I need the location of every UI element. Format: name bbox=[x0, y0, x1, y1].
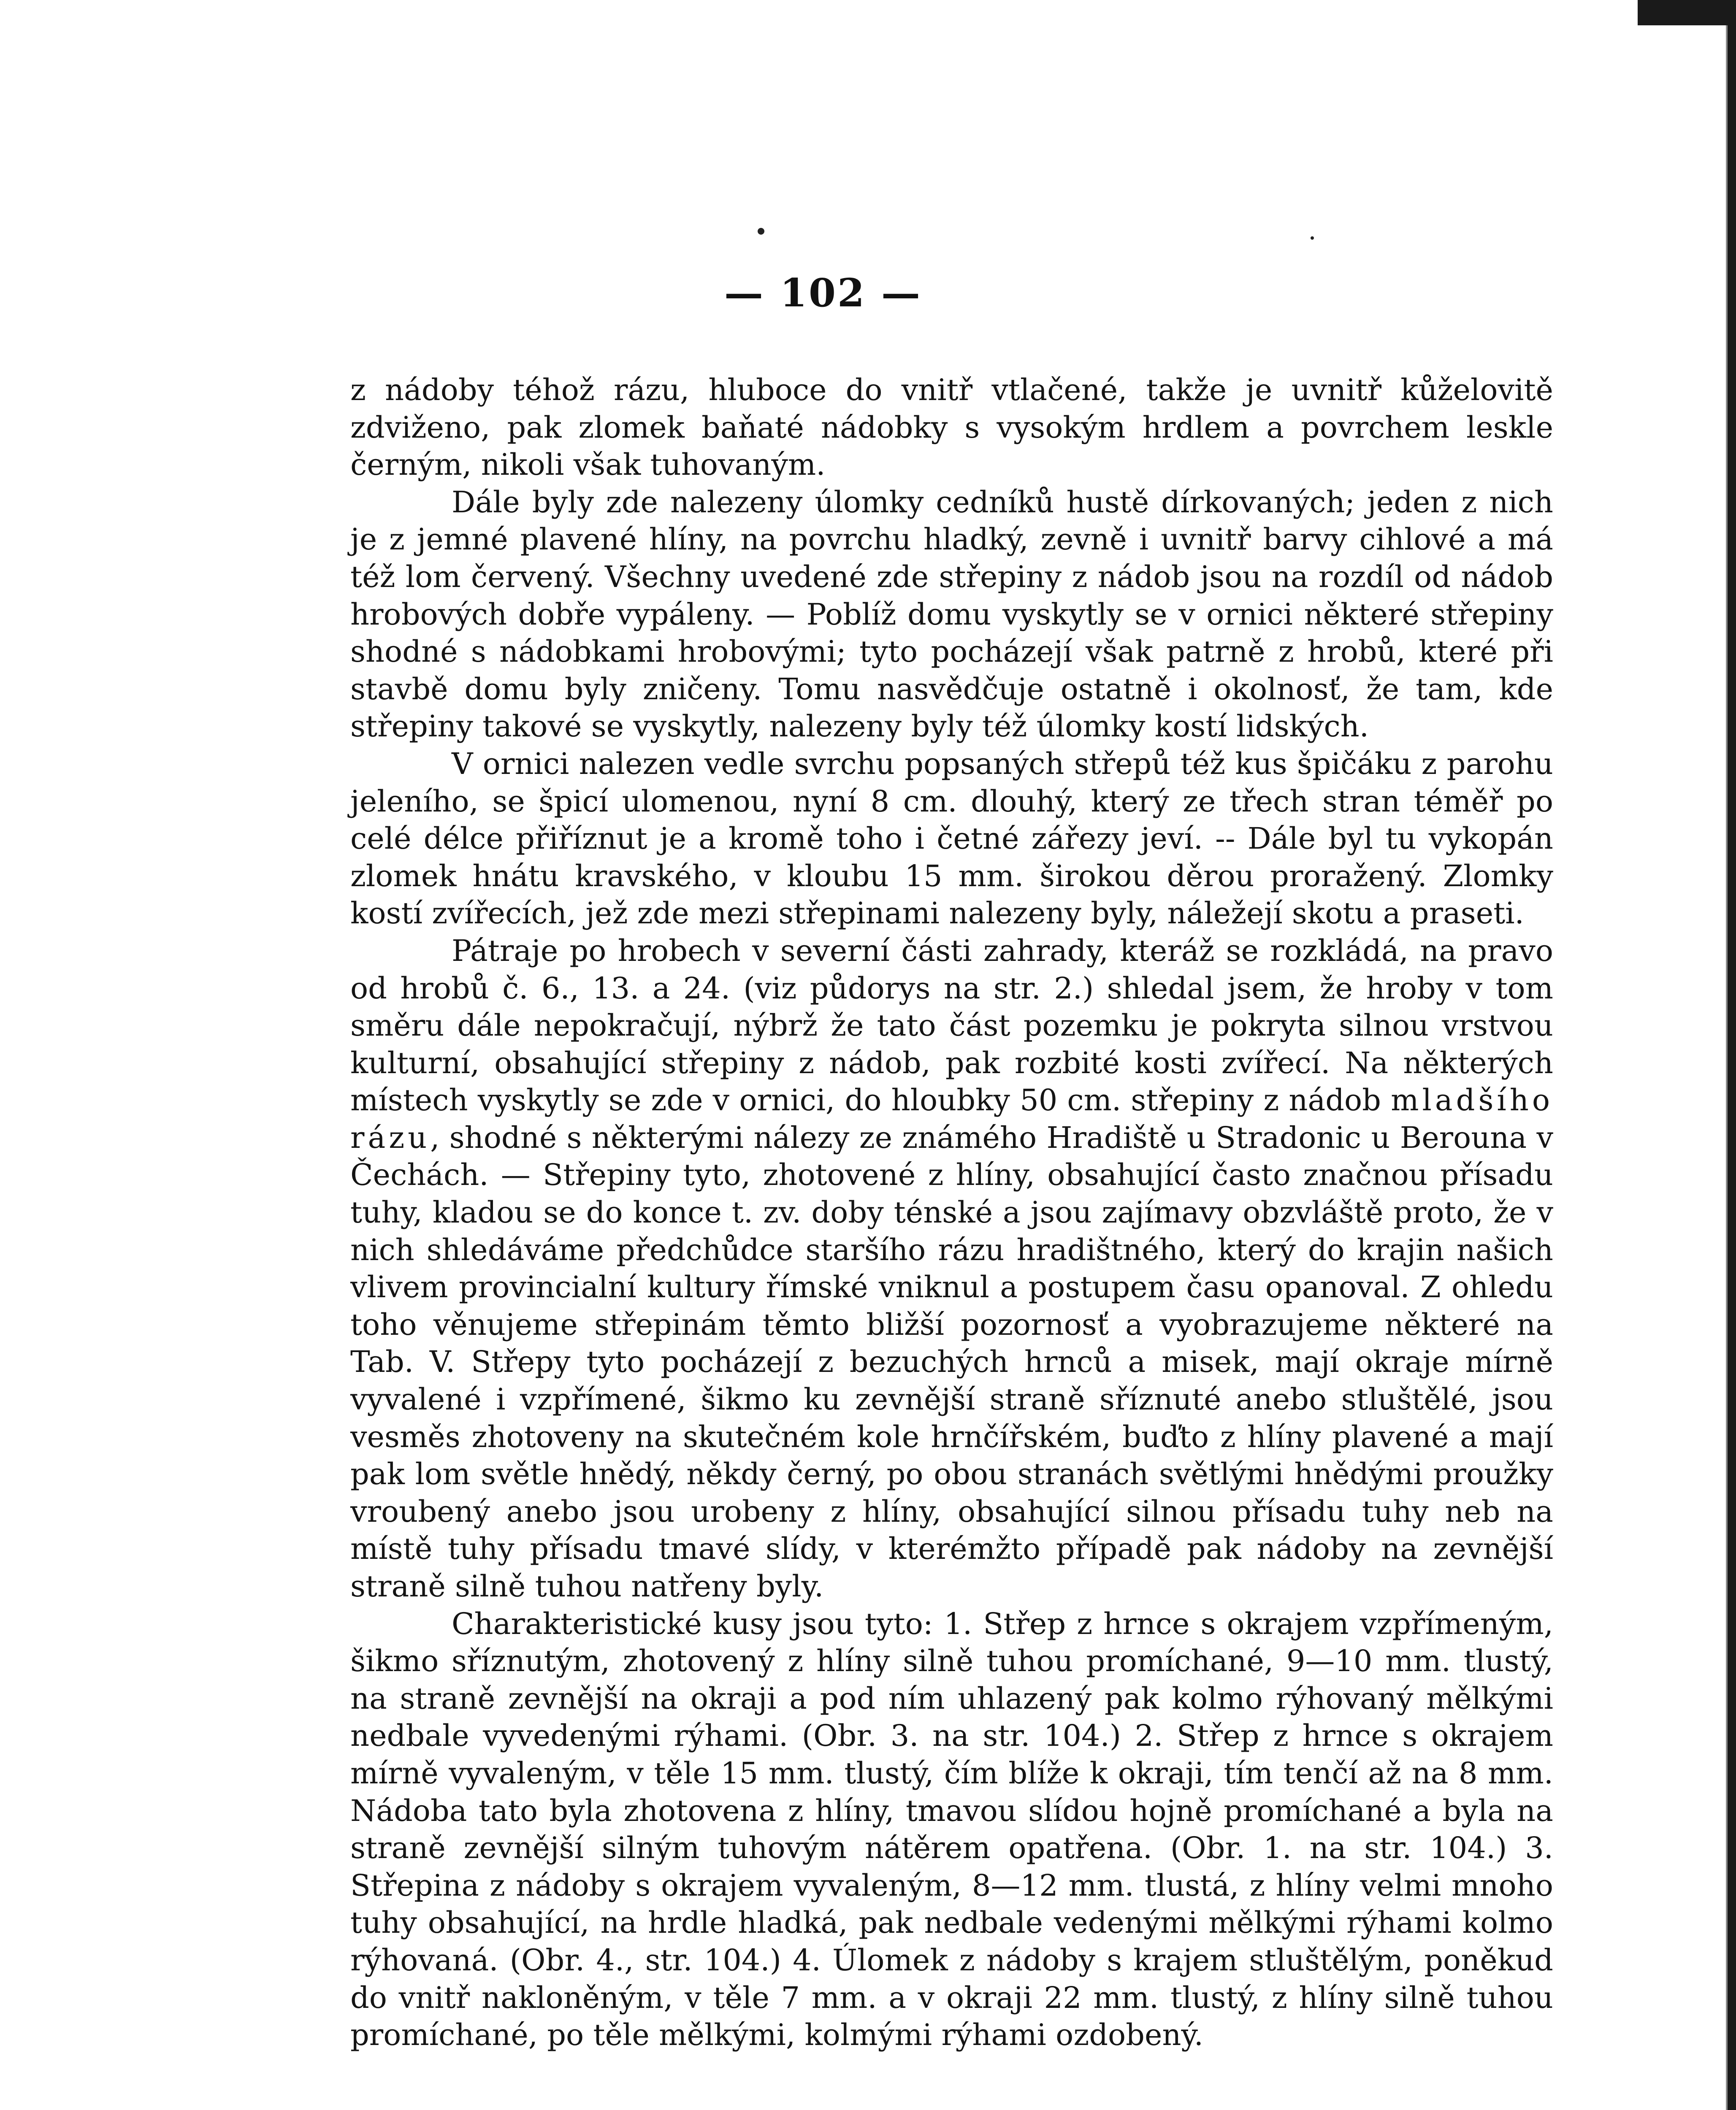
corner-shadow bbox=[1638, 0, 1736, 25]
paragraph-text-part: Pátraje po hrobech v severní části zahrady, kteráž se rozkládá, na pravo od hrobů č. 6., 13. a 24. (viz půdorys na str. 2.) shledal jsem, že hroby v tom směru dále nepokračují, nýbrž že tato část pozemku je pokryta silnou vrstvou kulturní, obsahující střepiny z nádob, pak rozbité kosti zvířecí. Na některých místech vyskytly se zde v ornici, do hloubky 50 cm. střepiny z nádob bbox=[350, 933, 1553, 1118]
paragraph bbox=[350, 932, 1553, 1605]
body-text bbox=[350, 371, 1553, 2054]
paragraph: Dále byly zde nalezeny úlomky cedníků hustě dírkovaných; jeden z nich je z jemné plavené hlíny, na povrchu hladký, zevně i uvnitř barvy cihlové a má též lom červený. Všechny uvedené zde střepiny z nádob jsou na rozdíl od nádob hrobových dobře vypáleny. — Poblíž domu vyskytly se v ornici některé střepiny shodné s nádobkami hrobovými; tyto pocházejí však patrně z hrobů, které při stavbě domu byly zničeny. Tomu nasvědčuje ostatně i okolnosť, že tam, kde střepiny takové se vyskytly, nalezeny byly též úlomky kostí lidských. bbox=[350, 484, 1553, 744]
page-number: — 102 — bbox=[724, 270, 922, 316]
paragraph-text-part: , shodné s některými nálezy ze známého Hradiště u Stradonic u Berouna v Čechách. — Střepiny tyto, zhotovené z hlíny, obsahující často značnou přísadu tuhy, kladou se do konce t. zv. doby ténské a jsou zajímavy obzvláště proto, že v nich shledáváme předchůdce staršího rázu hradištného, který do krajin našich vlivem provincialní kultury římské vniknul a postupem času opanoval. Z ohledu toho věnujeme střepinám těmto bližší pozornosť a vyobrazujeme některé na Tab. V. Střepy tyto pocházejí z bezuchých hrnců a misek, mají okraje mírně vyvalené i vzpřímené, šikmo ku zevnější straně sříznuté anebo stluštělé, jsou vesměs zhotoveny na skutečném kole hrnčířském, buďto z hlíny plavené a mají pak lom světle hnědý, někdy černý, po obou stranách světlými hnědými proužky vroubený anebo jsou urobeny z hlíny, obsahující silnou přísadu tuhy neb na místě tuhy přísadu tmavé slídy, v kterémžto případě pak nádoby na zevnější straně silně tuhou natřeny byly. bbox=[350, 1120, 1553, 1604]
paragraph: z nádoby téhož rázu, hluboce do vnitř vtlačené, takže je uvnitř kůželovitě zdviženo, pak zlomek baňaté nádobky s vysokým hrdlem a povrchem leskle černým, nikoli však tuhovaným. bbox=[350, 373, 1553, 482]
page-edge-shadow bbox=[1728, 0, 1736, 2110]
scan-speck bbox=[1311, 236, 1314, 240]
scan-speck bbox=[758, 228, 764, 235]
paragraph: Charakteristické kusy jsou tyto: 1. Střep z hrnce s okrajem vzpřímeným, šikmo sříznutým, zhotovený z hlíny silně tuhou promíchané, 9—10 mm. tlustý, na straně zevnější na okraji a pod ním uhlazený pak kolmo rýhovaný mělkými nedbale vyvedenými rýhami. (Obr. 3. na str. 104.) 2. Střep z hrnce s okrajem mírně vyvaleným, v těle 15 mm. tlustý, čím blíže k okraji, tím tenčí až na 8 mm. Nádoba tato byla zhotovena z hlíny, tmavou slídou hojně promíchané a byla na straně zevnější silným tuhovým nátěrem opatřena. (Obr. 1. na str. 104.) 3. Střepina z nádoby s okrajem vyvaleným, 8—12 mm. tlustá, z hlíny velmi mnoho tuhy obsahující, na hrdle hladká, pak nedbale vedenými mělkými rýhami kolmo rýhovaná. (Obr. 4., str. 104.) 4. Úlomek z nádoby s krajem stluštělým, poněkud do vnitř nakloněným, v těle 7 mm. a v okraji 22 mm. tlustý, z hlíny silně tuhou promíchané, po těle mělkými, kolmými rýhami ozdobený. bbox=[350, 1606, 1553, 2053]
paragraph: V ornici nalezen vedle svrchu popsaných střepů též kus špičáku z parohu jeleního, se špicí ulomenou, nyní 8 cm. dlouhý, který ze třech stran téměř po celé délce přiříznut je a kromě toho i četné zářezy jeví. -- Dále byl tu vykopán zlomek hnátu kravského, v kloubu 15 mm. širokou děrou proražený. Zlomky kostí zvířecích, jež zde mezi střepinami nalezeny byly, náležejí skotu a praseti. bbox=[350, 746, 1553, 931]
spaced-emphasis: mladšího rázu bbox=[350, 1083, 1553, 1155]
